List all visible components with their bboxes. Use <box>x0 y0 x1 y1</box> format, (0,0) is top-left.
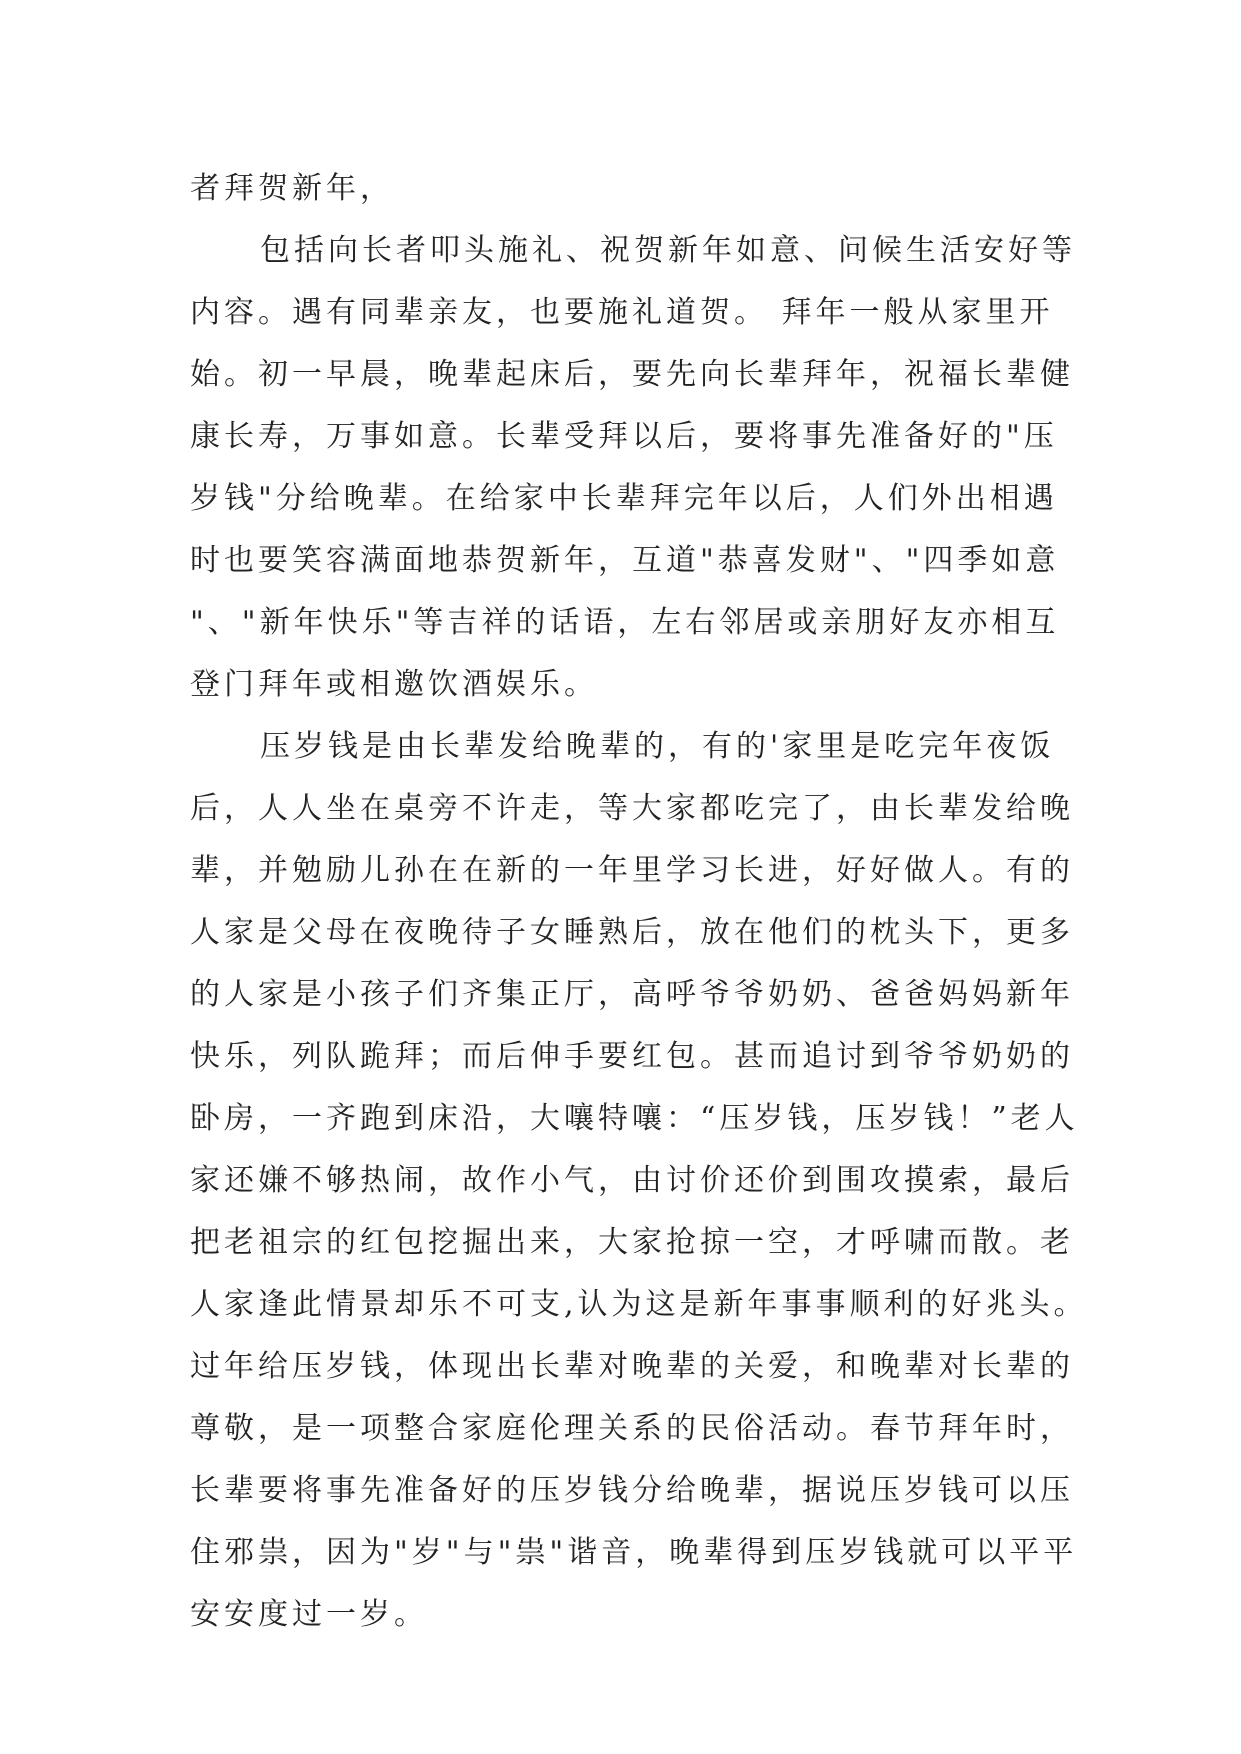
text-line: 把老祖宗的红包挖掘出来，大家抢掠一空，才呼啸而散。老 <box>190 1225 1074 1260</box>
text-line: 卧房，一齐跑到床沿，大嚷特嚷：“压岁钱，压岁钱！”老人 <box>190 1101 1079 1136</box>
paragraph-first-line: 包括向长者叩头施礼、祝贺新年如意、问候生活安好等 <box>260 233 1076 268</box>
text-line: 安安度过一岁。 <box>190 1597 428 1632</box>
text-line: 登门拜年或相邀饮酒娱乐。 <box>190 667 598 702</box>
text-line: 内容。遇有同辈亲友，也要施礼道贺。 拜年一般从家里开 <box>190 295 1054 330</box>
text-line: 住邪祟，因为"岁"与"祟"谐音，晚辈得到压岁钱就可以平平 <box>190 1535 1078 1570</box>
text-line: 后，人人坐在桌旁不许走，等大家都吃完了，由长辈发给晚 <box>190 791 1074 826</box>
text-line: 的人家是小孩子们齐集正厅，高呼爷爷奶奶、爸爸妈妈新年 <box>190 977 1074 1012</box>
text-line: 快乐，列队跪拜；而后伸手要红包。甚而追讨到爷爷奶奶的 <box>190 1039 1074 1074</box>
text-line: "、"新年快乐"等吉祥的话语，左右邻居或亲朋好友亦相互 <box>190 605 1060 640</box>
text-line: 时也要笑容满面地恭贺新年，互道"恭喜发财"、"四季如意 <box>190 543 1060 578</box>
text-line: 家还嫌不够热闹，故作小气，由讨价还价到围攻摸索，最后 <box>190 1163 1074 1198</box>
text-line: 人家逢此情景却乐不可支,认为这是新年事事顺利的好兆头。 <box>190 1287 1088 1322</box>
text-line: 过年给压岁钱，体现出长辈对晚辈的关爱，和晚辈对长辈的 <box>190 1349 1074 1384</box>
text-line: 人家是父母在夜晚待子女睡熟后，放在他们的枕头下，更多 <box>190 915 1074 950</box>
body-text <box>190 158 1088 1646</box>
text-line: 始。初一早晨，晚辈起床后，要先向长辈拜年，祝福长辈健 <box>190 357 1074 392</box>
text-line: 者拜贺新年， <box>190 171 394 206</box>
text-line: 康长寿，万事如意。长辈受拜以后，要将事先准备好的"压 <box>190 419 1058 454</box>
paragraph-first-line: 压岁钱是由长辈发给晚辈的，有的'家里是吃完年夜饭 <box>260 729 1055 764</box>
text-line: 岁钱"分给晚辈。在给家中长辈拜完年以后，人们外出相遇 <box>190 481 1058 516</box>
text-line: 长辈要将事先准备好的压岁钱分给晚辈，据说压岁钱可以压 <box>190 1473 1074 1508</box>
text-line: 尊敬，是一项整合家庭伦理关系的民俗活动。春节拜年时， <box>190 1411 1074 1446</box>
text-line: 辈，并勉励儿孙在在新的一年里学习长进，好好做人。有的 <box>190 853 1074 888</box>
